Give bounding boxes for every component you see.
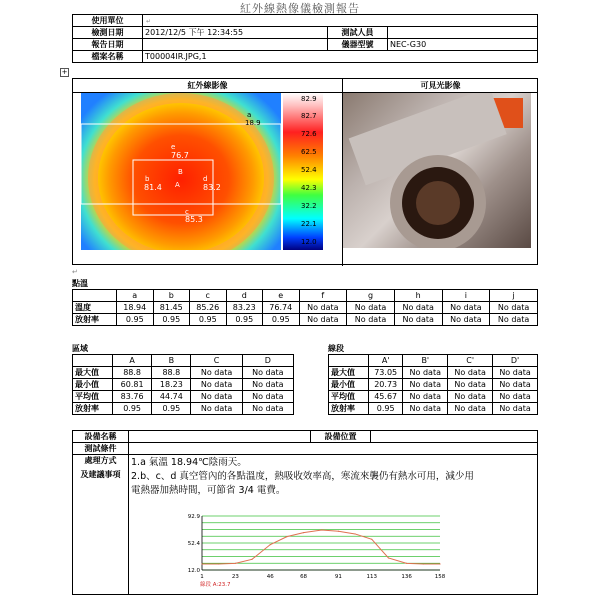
table-cell: 20.73 <box>369 379 403 391</box>
scale-tick: 42.3 <box>301 184 317 192</box>
table-cell: No data <box>403 379 448 391</box>
date-value: 2012/12/5 下午 12:34:55 <box>143 27 328 39</box>
visible-photo <box>343 93 531 248</box>
chart-x-tick-label: 46 <box>266 574 274 580</box>
chart-point <box>201 563 202 564</box>
table-cell: No data <box>490 314 538 326</box>
table-cell: No data <box>442 314 490 326</box>
table-cell: No data <box>242 403 293 415</box>
points-header: g <box>347 290 395 302</box>
chart-point <box>355 533 356 534</box>
area-label-a: A <box>175 181 180 189</box>
areas-corner <box>73 355 113 367</box>
equipment-value <box>129 431 311 443</box>
table-cell: No data <box>493 403 538 415</box>
note-line-3: 電熱器加熱時間，可節省 3/4 電費。 <box>131 485 286 496</box>
table-cell: 85.26 <box>190 302 227 314</box>
info-table <box>72 14 538 63</box>
scale-tick: 52.4 <box>301 166 317 174</box>
row-label: 放射率 <box>73 403 113 415</box>
table-cell: No data <box>242 391 293 403</box>
points-header: b <box>153 290 190 302</box>
row-label: 最大值 <box>329 367 369 379</box>
table-cell: 18.23 <box>152 379 191 391</box>
table-cell: No data <box>403 391 448 403</box>
point-value-c: 85.3 <box>185 215 203 224</box>
table-cell: No data <box>448 367 493 379</box>
chart-x-tick-label: 68 <box>300 574 308 580</box>
chart-y-tick-label: 92.9 <box>187 514 200 520</box>
points-header: a <box>117 290 154 302</box>
table-cell: 0.95 <box>153 314 190 326</box>
row-label: 最大值 <box>73 367 113 379</box>
areas-table <box>72 354 294 415</box>
table-cell: No data <box>242 379 293 391</box>
chart-legend: 線段 A:23.7 <box>200 582 231 588</box>
lines-header: A' <box>369 355 403 367</box>
chart-point <box>235 563 236 564</box>
chart-y-tick-label: 52.4 <box>187 541 200 548</box>
points-header: e <box>263 290 300 302</box>
chart-point <box>371 539 372 540</box>
note-line-2: 2.b、c、d 真空管內的各點溫度，熱吸收效率高，寒流來襲仍有熱水可用，減少用 <box>131 471 474 482</box>
scale-tick: 12.0 <box>301 238 317 246</box>
scale-tick: 32.2 <box>301 202 317 210</box>
row-label: 平均值 <box>329 391 369 403</box>
table-cell: No data <box>347 314 395 326</box>
table-cell: 0.95 <box>117 314 154 326</box>
table-cell: No data <box>493 379 538 391</box>
scale-tick: 82.9 <box>301 95 317 103</box>
report-date-value <box>143 39 328 51</box>
table-cell: 0.95 <box>226 314 263 326</box>
file-value: T00004IR.JPG,1 <box>143 51 538 63</box>
chart-point <box>303 532 304 533</box>
table-cell: 83.23 <box>226 302 263 314</box>
lines-header: B' <box>403 355 448 367</box>
table-cell: No data <box>191 367 242 379</box>
areas-header: C <box>191 355 242 367</box>
chart-point <box>423 563 424 564</box>
table-cell: 0.95 <box>369 403 403 415</box>
table-cell: No data <box>347 302 395 314</box>
suggest-label: 及建議事項 <box>80 470 121 479</box>
device-label: 儀器型號 <box>328 39 388 51</box>
equipment-label: 設備名稱 <box>73 431 129 443</box>
point-value-e: 76.7 <box>171 151 189 160</box>
row-label: 溫度 <box>73 302 117 314</box>
table-cell: No data <box>394 302 442 314</box>
visible-image-header: 可見光影像 <box>343 79 538 93</box>
condition-value <box>129 443 538 455</box>
table-cell: No data <box>191 391 242 403</box>
device-value: NEC-G30 <box>388 39 538 51</box>
table-cell: 44.74 <box>152 391 191 403</box>
inspector-label: 測試人員 <box>328 27 388 39</box>
table-cell: No data <box>403 367 448 379</box>
chart-point <box>406 563 407 564</box>
point-value-a: 18.9 <box>245 119 261 127</box>
areas-section-title: 區域 <box>72 344 88 353</box>
chart-x-tick-label: 158 <box>434 574 446 580</box>
area-label-b: B <box>178 168 183 176</box>
table-cell: No data <box>403 403 448 415</box>
condition-label: 測試條件 <box>73 443 129 455</box>
row-label: 最小值 <box>329 379 369 391</box>
table-cell: No data <box>191 403 242 415</box>
table-cell: No data <box>242 367 293 379</box>
ir-image-header: 紅外線影像 <box>73 79 342 93</box>
areas-header: A <box>113 355 152 367</box>
table-cell: No data <box>493 391 538 403</box>
chart-point <box>321 529 322 530</box>
chart-point <box>251 559 252 560</box>
lines-header: D' <box>493 355 538 367</box>
table-cell: 76.74 <box>263 302 300 314</box>
table-cell: 0.95 <box>113 403 152 415</box>
table-cell: 0.95 <box>190 314 227 326</box>
chart-point <box>218 563 219 564</box>
point-value-b: 81.4 <box>144 183 162 192</box>
table-cell: 81.45 <box>153 302 190 314</box>
scale-tick: 72.6 <box>301 130 317 138</box>
table-cell: 83.76 <box>113 391 152 403</box>
report-date-label: 報告日期 <box>73 39 143 51</box>
table-cell: 0.95 <box>263 314 300 326</box>
chart-point <box>388 557 389 558</box>
table-cell: 18.94 <box>117 302 154 314</box>
lines-corner <box>329 355 369 367</box>
points-section-title: 點溫 <box>72 279 88 288</box>
table-cell: No data <box>493 367 538 379</box>
chart-x-tick-label: 136 <box>401 574 412 580</box>
row-label: 放射率 <box>329 403 369 415</box>
points-header: d <box>226 290 263 302</box>
table-cell: 88.8 <box>152 367 191 379</box>
points-header: c <box>190 290 227 302</box>
chart-point <box>439 563 440 564</box>
chart-series-line <box>202 530 440 564</box>
scale-tick: 62.5 <box>301 148 317 156</box>
unit-label: 使用單位 <box>73 15 143 27</box>
document-title: 紅外線熱像儀檢測報告 <box>240 2 360 15</box>
method-label-cell <box>73 455 129 595</box>
chart-y-tick-label: 12.0 <box>187 568 200 574</box>
lines-section-title: 線段 <box>328 344 344 353</box>
lines-table <box>328 354 538 415</box>
point-label-a: a <box>247 111 252 119</box>
row-label: 平均值 <box>73 391 113 403</box>
file-label: 檔案名稱 <box>73 51 143 63</box>
location-label: 設備位置 <box>311 431 371 443</box>
table-cell: No data <box>448 391 493 403</box>
table-cell: No data <box>191 379 242 391</box>
note-line-1: 1.a 氣溫 18.94℃陰雨天。 <box>131 457 247 468</box>
table-cell: No data <box>448 403 493 415</box>
table-move-handle[interactable]: + <box>61 68 68 76</box>
chart-point <box>286 536 287 537</box>
row-label: 最小值 <box>73 379 113 391</box>
point-label-b: b <box>145 175 150 183</box>
point-value-d: 83.2 <box>203 183 221 192</box>
paragraph-mark: ↵ <box>72 268 78 276</box>
method-label: 處理方式 <box>84 456 117 465</box>
point-label-d: d <box>203 175 208 183</box>
chart-x-tick-label: 1 <box>200 574 204 580</box>
chart-x-tick-label: 113 <box>366 574 378 580</box>
line-profile-chart <box>170 510 460 590</box>
points-header: i <box>442 290 490 302</box>
table-cell: No data <box>394 314 442 326</box>
table-cell: 88.8 <box>113 367 152 379</box>
table-cell: No data <box>299 302 347 314</box>
points-header: j <box>490 290 538 302</box>
table-cell: No data <box>490 302 538 314</box>
thermal-image <box>81 93 281 250</box>
table-cell: 73.05 <box>369 367 403 379</box>
chart-point <box>338 531 339 532</box>
table-cell: 0.95 <box>152 403 191 415</box>
table-cell: No data <box>442 302 490 314</box>
points-header: f <box>299 290 347 302</box>
points-header: h <box>394 290 442 302</box>
points-corner <box>73 290 117 302</box>
table-cell: No data <box>299 314 347 326</box>
scale-tick: 82.7 <box>301 112 317 120</box>
location-value <box>371 431 538 443</box>
table-cell: 45.67 <box>369 391 403 403</box>
chart-x-tick-label: 91 <box>334 574 342 580</box>
areas-header: B <box>152 355 191 367</box>
row-label: 放射率 <box>73 314 117 326</box>
chart-point <box>270 544 271 545</box>
temperature-scale <box>283 93 323 250</box>
chart-x-tick-label: 23 <box>231 574 239 580</box>
table-cell: 60.81 <box>113 379 152 391</box>
areas-header: D <box>242 355 293 367</box>
scale-tick: 22.1 <box>301 220 317 228</box>
lines-header: C' <box>448 355 493 367</box>
unit-value: ↵ <box>143 15 538 27</box>
points-table <box>72 289 538 326</box>
point-label-e: e <box>171 143 176 151</box>
inspector-value <box>388 27 538 39</box>
date-label: 檢測日期 <box>73 27 143 39</box>
point-label-c: c <box>185 208 189 216</box>
table-cell: No data <box>448 379 493 391</box>
